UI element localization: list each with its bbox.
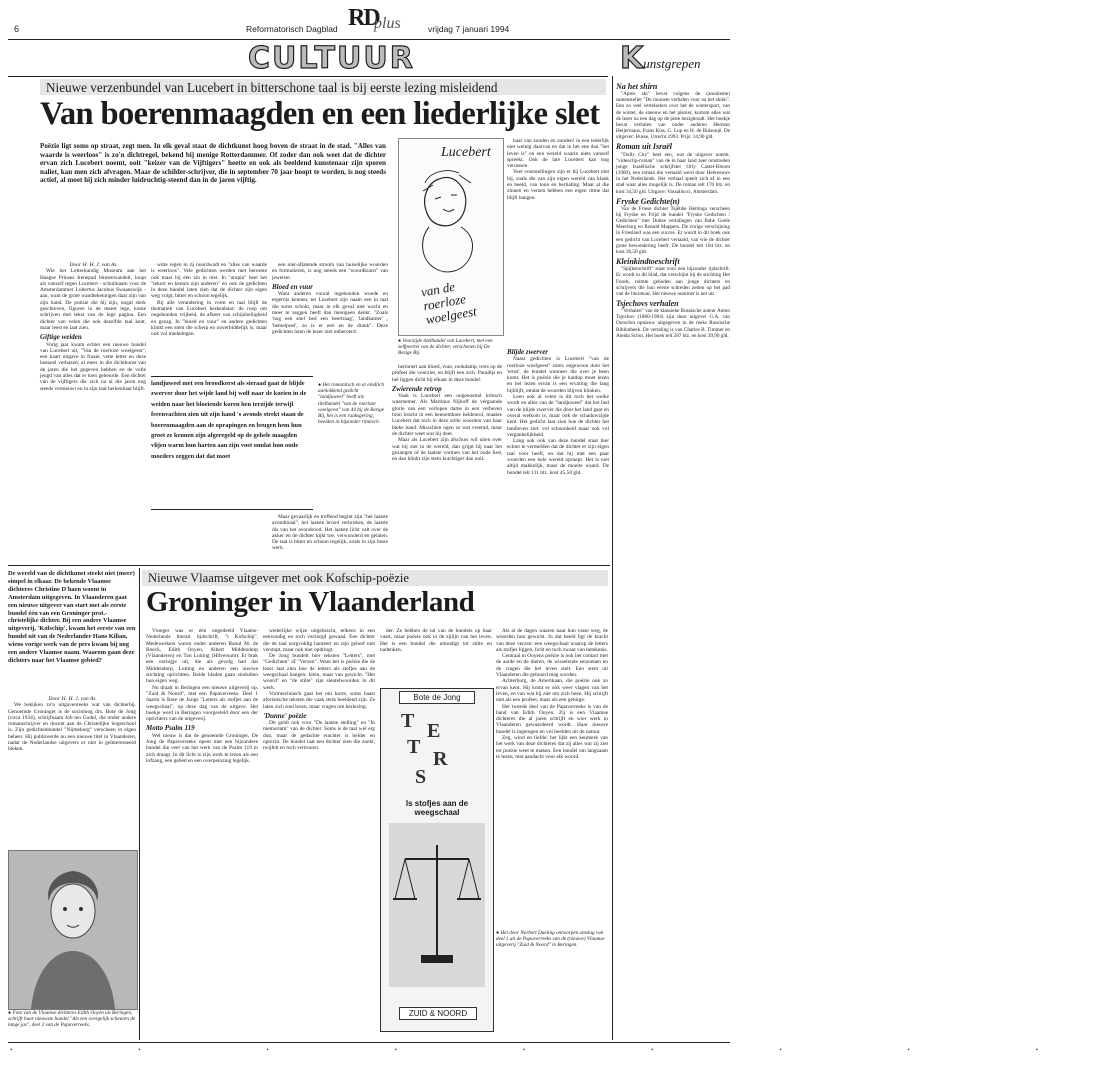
lead-col3-heading: Bloed en vuur [272, 282, 313, 291]
book-publisher: ZUID & NOORD [399, 1007, 477, 1020]
logo [348, 5, 418, 34]
second-column-2 [263, 628, 375, 1038]
sidebar-section-text: "Spijkerschrift" staat voor een bijzonder tijdschrift. Er wordt in dit blad, dat verschijnt bij de stichting Het Fonds, ruimte geboden aan jonge dichters en schrijvers die hun eerste schreden zetten op het pad van de literatuur. Het nieuwe nummer is net uit. [616, 266, 730, 297]
lead-col2b-text: Bij alle verandering in vorm en taal blijft de thematiek van Lucebert herkenbaar: de roep om ongebonden vrijheid, de afkeer van schijnheiligheid en gezag. In "bloed en vuur" en andere gedichten klinkt een stem die scherp en onverbiddelijk is, maar ook vol mededogen. [151, 299, 267, 338]
book-letters: T E T R S [401, 710, 448, 788]
sidebar-section-title: Na het shirn [616, 82, 658, 91]
side-body [8, 696, 136, 846]
lead-column-2 [151, 262, 267, 372]
second-column-1 [146, 628, 258, 1038]
second-column-3 [380, 628, 492, 686]
drawing-title: Lucebert [441, 145, 491, 160]
sidebar-section [616, 301, 730, 339]
lead-headline: Van boerenmaagden en een liederlijke slet [40, 96, 600, 132]
lead-col6c-text: Lang ook ook van deze bundel staat hier echter te vermelden dat de dichter er zijn eigen taal voor heeft, en dat hij met een paar woorden een hele wereld oproept. Het is niet altijd makkelijk, maar de moeite waard. De bundel telt 111 blz. kost 45,50 gld. [507, 438, 609, 476]
page-number: 6 [14, 24, 20, 34]
lead-column-6 [507, 346, 609, 562]
pull-quote-box [151, 376, 313, 510]
side-caption-bullet: ● [8, 1010, 13, 1016]
corner-word: unstgrepen [643, 56, 701, 71]
sidebar-section-text: Van de Friese dichter Tsjêbbe Hettinga verscheen bij Fryske en Frijd de bundel "Fryske Gedichten / Gedichten" met Duitse vertalingen van Bahe Goele Meerburg en Ronald Mappers. De vorige verschijning in Friesland was een succes. Er wordt in dit boek ook een gedicht van Lucebert vertaald, van wie de dichter grote bewondering heeft. De bundel telt 104 blz. en kost 36,50 gld. [616, 205, 730, 255]
lead-kicker: Nieuwe verzenbundel van Lucebert in bitterschone taal is bij eerste lezing misleidend [46, 80, 498, 95]
drawing-subtitle: van de roerloze woelgeest [419, 278, 478, 328]
sidebar-section-text: "Dolly City" heet een, wat de uitgever noemt, "videoclip-roman" van de in haar land zeer omstreden jonge Israëlische schrijfster Orly Castel-Bloom (1960), een roman die vertaald werd door Hebreeuws in het Nederlands. Het verhaal speelt zich af in een stad waar alles mogelijk is. De roman telt 170 blz. en kost 34,50 gld. Uitgave: Vassallucci, Amsterdam. [616, 151, 730, 195]
sidebar-section-title: Roman uit Israël [616, 142, 673, 152]
side-intro: De wereld van de dichtkunst steekt niet (meer) simpel in elkaar. De bekende Vlaamse dichteres Christine D'haen woont in Amsterdam uitgegeven. In Vlaanderen gaat een nieuwe uitgever van start met als eerste bundel één van een Groninger prot.-christelijke dichter. Bij een andere Vlaamse uitgeverij, 'Kofschip', kwam het eerste van een bundel uit van de Nederlander Hans Kilian, wiens vorige werk van de pers kwam bij nog een andere Vlaamse naam. Waarom gaan deze dichters naar het Vlaamse gebied? [8, 570, 136, 664]
paper-name: Reformatorisch Dagblad [246, 24, 338, 34]
lead-col5c-text: Maar als Lucebert zijn afschuw wil uiten over wat hij ziet in de wereld, dan grijpt hij naar het gezangen of de laatste vormen van het oude lied, en dan klinkt zijn stem krachtiger dan ooit. [392, 437, 502, 463]
side-body-text: We bekijken zo'n uitgavenreeks wat van dichterbij. Genoemde Groninger is de socioloog drs. Bote de Jong (circa 1934), schrijfnaam Job ten Godel, die onder andere romanschrijver en docent aan de Christelijke hogeschool is. Zijn gedichtenbundel "Nijmeborg" verscheen in eigen beheer. Hij publiceerde nu een nieuwe titel in Vlaanderen, nadat de Nederlandse uitgevers er niet in geïnteresseerd bleken. [8, 702, 136, 753]
second-col2-text: wederlijke wijze uitgebracht, telkens in een eenvoudig en toch verzorgd gewaad. Een dichter die de taal zorgvuldig hanteert en zijn geloof niet verstopt, maar ook niet opdringt. [263, 628, 375, 653]
section-title: CULTUUR [248, 41, 415, 76]
side-caption-text: Foto van de Vlaamse dichteres Edith Ooyen uit Beringen, schrijft haar nieuwste bundel "Als een overgelijk scheuren de lange jas", deel 2 van de Papaverreeks. [8, 1010, 136, 1029]
sidebar [616, 80, 730, 1040]
sidebar-section [616, 259, 730, 297]
second-col4c-text: Zeg, wind en liefde: het lijkt een kenmerk van het werk van deze dichteres dat zij alles wat zij ziet tot poëzie weet te maken. Een bundel om langzaam te lezen, met aandacht voor elk woord. [496, 735, 608, 760]
sidebar-section-title: Fryske Gedichte(n) [616, 196, 680, 206]
pull-quote: landjuweel met een broodkorst als sieraad gaat de blijde zwerver door het wijde land bij wolf naar de koeien in de weiden naar het bloeiende koren hen terzijde terwijl ferenvachten zien uit zijn hand 's avonds strekt staan de boerenmaagden aan de oprapingen en beugen hem hun groet ze kennen zijn afgeregeld op de gehele maagden vlijen warm hun harten aan zijn voet omdat hun oude moeders zeggen dat dat moet [151, 380, 307, 460]
logo-rd: RD [348, 5, 379, 31]
drawing-caption-text: Voorzijde titelbundel van Lucebert, met een zelfportret van de dichter, verschenen bij De Bezige Bij. [398, 338, 493, 357]
lead-col6-text: Naast gedichten is Lucebert "van de roerloze woelgeest" soms ongewoon door het 'ernst', de bundel wanneer die over je heen komt. Het is poëzie die je hardop moet lezen en het lezen ervan is een ervaring die lang bijblijft, omdat de woorden blijven klinken. [507, 356, 609, 394]
corner-initial: K [620, 41, 644, 76]
lead-col6b-text: Leen ook al velen is dit toch het welke wordt en alles van de "landjuweel" dat het lied van de blijde zwerver die door het land gaat en overal welkom is, maar ook de schaduwzijde kent. Het gedicht laat zien hoe de dichter het landleven ziet: vol schoonheid maar ook vol vergankelijkheid. [507, 394, 609, 438]
sidebar-section [616, 196, 730, 255]
lead-col4-text: haar van zonden en zonden! in een tederlijk niet weinig daarvan en dat in het ene dan "het leven is" en een wereld waarin niets vanzelf spreekt. Ook de late Lucebert kan nog verrassen. [507, 138, 609, 170]
scale-icon [381, 815, 493, 995]
lead-col1b-text: Vorig jaar kwam echter een nieuwe bundel van Lucebert uit, "Van de roerloze woelgeest", een kaart uitgave in fraaie, vette letter en deze hoezeel verbazen; al meer in die dichtkunst van de jaren die het gegeven hebben en de volle jeugd van alles dat er toen gebeurde. Een dichter van de vijftigers die zich na al die jaren nog steeds vernieuwt en in zijn taal herkenbaar blijft. [40, 341, 146, 392]
lead-col5b-text: Vaak is Lucebert een ongenoemd kritisch waarnemer. Als Martinus Nijhoff de vergaande glorie van een verlopen dame in een verheven bron bracht in een benoembare heldenrol, maakte Lucebert dat toch in deze stille woorden van haar bleke hand. Misschien ogen ze wat vreemd, maar de dichter weet wat hij doet. [392, 393, 502, 437]
lead-byline: Door H. H. J. van As [69, 262, 117, 268]
second-col3-text: der. Ze hebben de tal van de bundels op haar vaart, maar poëzie ook in de zijlijn van het leven. Het is een bundel die uitnodigt tot stilte en nadenken. [380, 628, 492, 653]
corner-column-title [620, 41, 730, 76]
lead-col1-text: Wie het Letterkundig Museum aan het Haagse Prinses Irenepad binnenwandelt, loopt als vanzelf tegen Lucebert - schuilnaam voor de Amsterdammer Lubertus Jacobus Swaanswijk - aan, want de grote wandtekeningen daar zijn van zijn hand. De poëzie die hij zijn, nogal sterk geschreven, figuren in de meest lege, kome schrijven met tekst van de lege pagina. Een dichter van velen die ook dezelfde taal kent, maar leest en laat zien. [40, 268, 146, 331]
sidebar-section-title: Tsjechovs verhalen [616, 299, 679, 308]
second-col2c-text: Vormtechnisch gaat het om korte, soms haast aforistische teksten die vaak sterk beeldend zijn. Ze laten zich snel lezen, maar vragen om herlezing. [263, 690, 375, 710]
lead-col6-heading: Blijde zwerver [507, 348, 549, 356]
second-col1b-text: Nu draait in Beringen een nieuwe uitgeverij op, "Zuid & Noord", met een Papaverreeks. Deel 1 daarin is Bote de Jongs "Letters als stofjes aan de weegschaal", op deze dag van de uitgave. Het boekje werd in Beringen voorgesteld door een der oprichters van de uitgeverij. [146, 684, 258, 723]
logo-plus: plus [374, 15, 401, 32]
sidebar-divider [612, 76, 613, 1040]
book-caption [496, 930, 608, 1030]
lead-column-5 [392, 364, 502, 562]
book-caption-text: Het door Norbert Dueling ontworpen omslag van deel 1 uit de Papaverreeks van de (nieuwe) Vlaamse uitgeverij "Zuid & Noord" in Beringen. [496, 930, 605, 949]
person-photo-icon [9, 851, 137, 1009]
lead-intro: Poëzie ligt soms op straat, zegt men. In elk geval staat de dichtkunst hoog boven de straat in de stad. "Alles van waarde is weerloos" is zo'n dichtregel, bekend bij menige Rotterdammer. Of zoder dan ook weet dat de dichter ervan zich Lucebert noemt, ooit "keizer van de Vijftigers" heette en ook als beeldend kunstenaar zijn sporen naliet, kan men zich afvragen. Maar de schilder-schrijver, die in september 70 jaar hoopt te worden, is nog steeds actief, al moet hij zich minder luidruchtig-steend dan in de jaren vijftig. [40, 142, 386, 185]
side-byline: Door H. H. J. van As [48, 696, 96, 702]
lead-col5-heading: Zwierende retrop [392, 384, 442, 393]
sidebar-section [616, 144, 730, 194]
footer-rule [8, 1042, 730, 1043]
pull-quote-caption-text: Het romantisch en at eindlich aanlokkend gedicht "landjuweel" heeft als titelbundel "van de roerloze woelgeest" van 44 bij de Bezige Bij, het is een raaksgering, beelden in bijzonder ritmisch. [318, 382, 384, 426]
lucebert-drawing [398, 138, 504, 336]
side-photo [8, 850, 138, 1010]
side-photo-caption [8, 1010, 136, 1038]
lead-column-3 [272, 262, 388, 372]
book-cover [380, 688, 494, 1032]
sidebar-section [616, 84, 730, 140]
second-col2b-text: De Jong bundelt hier teksten "Letters", met "Gedichten" of "Verzen". Want het is poëzie die de lezer laat zien hoe de letters als stofjes aan de weegschaal hangen: klein, maar van gewicht. "Het woord" en "de stilte" zijn sleutelwoorden in dit werk. [263, 653, 375, 691]
second-col4b-text: Het tweede deel van de Papaverreeks is van de hand van Edith Ooyen. Zij is een Vlaamse dichteres die al jaren schrijft en wier werk in Vlaanderen gewaardeerd wordt. Haar nieuwe bundel is ingetogen en vol beelden uit de natuur. [496, 703, 608, 735]
lead-column-4 [507, 138, 609, 342]
issue-date: vrijdag 7 januari 1994 [428, 24, 510, 34]
pull-quote-bullet: ● [318, 382, 323, 388]
second-col1c-text: Wel nieuw is dat de genoemde Groninger, De Jong de Papaverreeks opent met een bijzondere bundel die veel van het werk van de Psalm 119 in zich draagt. In dit licht is zijn werk te lezen als een lofzang, een gebed en een overpeinzing tegelijk. [146, 732, 258, 764]
sidebar-section-title: Kleinkindtoeschrift [616, 257, 680, 267]
second-headline: Groninger in Vlaanderland [146, 586, 475, 618]
second-col3b-text: Als al de dagen waaren naar hun vaste weg, de woorden hun gewicht. In dat beeld ligt de kracht van deze verzen: een weegschaal waarop de letters als stofjes liggen, licht en toch zwaar van betekenis. [496, 628, 608, 653]
lead-col3-text: een niet-aflatende stroom van huiselijke woorden en formulieren, is nog steeds een "woordkunst" van jewelste. [272, 262, 388, 281]
lead-column-3b [272, 514, 388, 562]
second-col4-text: Achterburg, de Amerikaan, die poëzie ook zo ervan kent. Hij komt er ook weer vlagen van het leven, en van wat hij ziet om zich heen. Hij schrijft niet als een profeet, maar als een getuige. [496, 678, 608, 704]
footer-dots: • • • • • • • • • [10, 1046, 1100, 1054]
masthead-rule [8, 39, 730, 40]
second-col3c-text: Centraal in Ooyens poëzie is ook het contact met de aarde en de dieren, de wisselende seizoenen en de vragen die het leven stelt. Een stem uit Vlaanderen die gehoord mag worden. [496, 653, 608, 679]
second-kicker: Nieuwe Vlaamse uitgever met ook Kofschip-poëzie [148, 571, 410, 585]
lead-bottom-rule [8, 565, 610, 566]
pull-quote-caption [318, 382, 386, 512]
second-col2d-text: Dit geldt ook voor "De laatste stelling" en "In memoriam" van de dichter. Soms is de taal wel erg dun, maar de gedachte erachter is helder en oprecht. De bundel laat een dichter zien die zoekt, twijfelt en toch vertrouwt. [263, 720, 375, 752]
book-title: ls stofjes aan de weegschaal [405, 799, 469, 817]
lead-col5-text: herinnert aan bloed, vuur, rookdamp, trots op de profeet die voorziet, en blijft een zich. Paradijs en hel liggen dicht bij elkaar in deze bundel. [392, 364, 502, 383]
lead-column-1 [40, 262, 146, 562]
second-col1-heading: Motto Psalm 119 [146, 724, 195, 733]
section-banner [8, 41, 730, 76]
masthead [8, 6, 730, 38]
second-col2-heading: 'Dunne' poëzie [263, 711, 307, 720]
second-column-4 [496, 628, 608, 926]
side-divider [139, 568, 140, 1040]
book-author: Bote de Jong [399, 691, 475, 704]
second-col1-text: Vroeger was er één ongedeeld Vlaams-Nederlands literair tijdschrift, "t Kofschip". Medewerkers waren onder anderen Raoul M. de Boeck, Edith Ooyen, Albert Middendorp (Vlaanderen) en Ton Luiting (Hilversum). Er brak een oorlogje uit, die als gevolg had dat Middendorp, Luiting en anderen een nieuwe stichting oprichtten. Beide bladen gaan sindsdien hun eigen weg. [146, 628, 258, 685]
lead-col3c-text: Maar gevaarlijk en treffend begint zijn "het laatste avondmaal", het laatste brood verbroken, de laatste dis van het avondrood. Het laatste licht valt over de akker en de dichter kijkt toe, verwonderd en gelaten. De taal is bitter en schoon tegelijk, zoals in zijn beste werk. [272, 514, 388, 552]
lead-col4b-text: Veel voorstellingen zijn er bij Lucebert niet bij, zoals die van zijn eigen wereld van klank en beeld, van toon en herhaling. Maar al die zinnen en verzen hebben een eigen ritme dat blijft hangen. [507, 169, 609, 201]
sidebar-section-text: "Verhalen" van de klassieke Russische auteur Anton Tsjechov (1860-1904) zijn door uitgever G.A. van Oorschot opnieuw uitgegeven in de reeks Russische Bibliotheek. De vertaling is van Charles B. Timmer en Aleida Schot. Het boek telt 287 blz. en kost 39,90 gld. [616, 308, 730, 339]
lead-col1-heading: Giftige weiden [40, 333, 82, 342]
sidebar-section-text: "Apres ski" bevat volgens de (anonieme) samensteller "De mooiste verhalen voor na het skiën". Een zo veel vertelselers over het de wintersport, van de winter, de sneeuw en het plezier, kortom alles wat de lezer na een dag op de piste bezighoudt. Het boekje bevat verhalen van onder anderen Herman Heijermans, Frans Kiss, G. Lup en H. de Buisonjé. De uitgever: Busse, Utrecht 1993. Prijs: 14,90 gld. [616, 91, 730, 141]
lead-col3b-text: Want anderen vooral ingebonden woede en ergernis kennen, ter Lucebert zijn naam een in taal die soms schokt, maar in elk geval niet wacht en meer te zeggen heeft dan menigeen denkt. "Zoals 'nog een snel bed een beertraag', 'landkamer' , 'hemelpoel', zo is er een en de drank". Deze gedichten laten de lezer niet onberoerd. [272, 291, 388, 335]
lead-col2-text: witte regen in rij noordwadt en "alles van waarde is weerloos". Vele gedichten werden met beroeste ook maar bij één zin in niet. In "utopia" heet het "tekort en kennis zijn anderen" en ook de gedichten in deze bundel laten zien dat de dichter zijn eigen weg volgt, bitter en schoon tegelijk. [151, 262, 267, 300]
book-caption-bullet: ● [496, 930, 501, 936]
drawing-caption [398, 338, 502, 360]
banner-rule [8, 76, 608, 77]
drawing-caption-bullet: ● [398, 338, 403, 344]
